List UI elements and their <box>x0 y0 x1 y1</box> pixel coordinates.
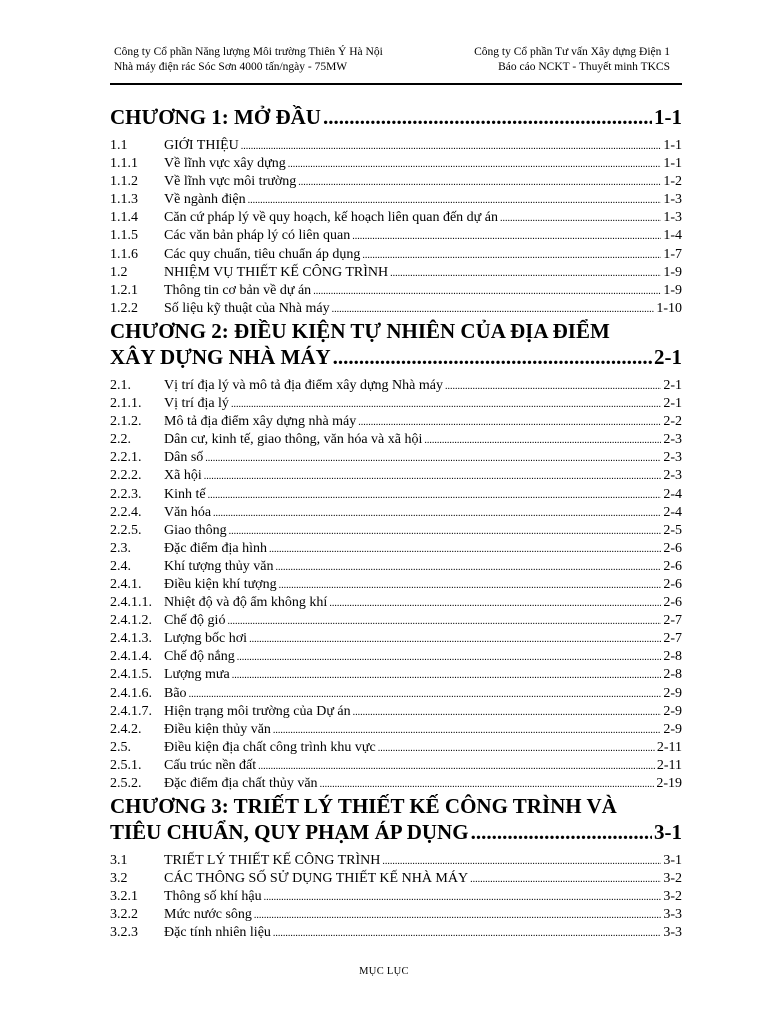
header-left <box>114 45 383 75</box>
dot-leader <box>189 686 662 704</box>
table-of-contents <box>110 104 682 943</box>
toc-entry-number: 2.1.1. <box>110 396 142 412</box>
dot-leader <box>500 210 661 228</box>
toc-entry[interactable] <box>110 906 682 924</box>
toc-entry-title: Các quy chuẩn, tiêu chuẩn áp dụng <box>164 246 361 262</box>
header-company-left: Công ty Cổ phần Năng lượng Môi trường Thiên Ý Hà Nội <box>114 46 383 58</box>
toc-entry-title: NHIỆM VỤ THIẾT KẾ CÔNG TRÌNH <box>164 264 389 280</box>
toc-entry-page-number: 1-1 <box>663 156 682 172</box>
header-right <box>474 45 670 75</box>
toc-entry-number: 2.4. <box>110 558 131 574</box>
chapter-page-number: 3-1 <box>654 820 682 845</box>
toc-entry-page-number: 2-6 <box>663 558 682 574</box>
toc-entry-number: 2.4.1.3. <box>110 631 152 647</box>
chapter-title-line2: TIÊU CHUẨN, QUY PHẠM ÁP DỤNG <box>110 820 469 845</box>
toc-entry[interactable] <box>110 558 682 576</box>
toc-entry-page-number: 2-8 <box>663 667 682 683</box>
toc-entry-title: Thông tin cơ bản về dự án <box>164 282 312 298</box>
chapter-2-heading[interactable] <box>110 318 682 370</box>
toc-entry-number: 1.1.2 <box>110 174 138 190</box>
header-divider <box>110 83 682 85</box>
toc-entry-title: Hiện trạng môi trường của Dự án <box>164 703 351 719</box>
chapter-title-line2-row <box>110 344 682 370</box>
toc-entry[interactable] <box>110 594 682 612</box>
toc-entry-number: 2.4.1. <box>110 576 142 592</box>
toc-entry-page-number: 2-9 <box>663 703 682 719</box>
dot-leader <box>254 907 661 925</box>
toc-entry-page-number: 2-7 <box>663 613 682 629</box>
dot-leader <box>333 344 652 370</box>
toc-entry-number: 2.3. <box>110 540 131 556</box>
toc-entry[interactable] <box>110 377 682 395</box>
toc-entry-title: Lượng mưa <box>164 667 230 683</box>
toc-entry[interactable] <box>110 227 682 245</box>
toc-entry-title: Về lĩnh vực xây dựng <box>164 156 286 172</box>
toc-entry-title: Mô tả địa điểm xây dựng nhà máy <box>164 414 357 430</box>
toc-entry-page-number: 3-1 <box>663 853 682 869</box>
toc-entry-title: TRIẾT LÝ THIẾT KẾ CÔNG TRÌNH <box>164 853 381 869</box>
dot-leader <box>227 613 661 631</box>
toc-entry-number: 1.1.4 <box>110 210 138 226</box>
toc-entry-number: 2.4.1.1. <box>110 595 152 611</box>
toc-entry-page-number: 2-6 <box>663 540 682 556</box>
toc-entry-page-number: 2-11 <box>656 739 682 755</box>
chapter-title-line2-row <box>110 819 682 845</box>
toc-entry-number: 2.1.2. <box>110 414 142 430</box>
toc-entry-title: Điều kiện thủy văn <box>164 721 271 737</box>
chapter-title-line1: CHƯƠNG 3: TRIẾT LÝ THIẾT KẾ CÔNG TRÌNH VÀ <box>110 794 617 819</box>
toc-entry[interactable] <box>110 431 682 449</box>
toc-entry-page-number: 1-9 <box>663 264 682 280</box>
toc-entry-title: Chế độ nắng <box>164 649 235 665</box>
toc-entry[interactable] <box>110 757 682 775</box>
toc-entry-number: 1.1 <box>110 138 128 153</box>
toc-entry[interactable] <box>110 137 682 155</box>
dot-leader <box>352 228 661 246</box>
toc-entry[interactable] <box>110 630 682 648</box>
toc-entry-number: 2.4.1.4. <box>110 649 152 665</box>
toc-entry-page-number: 1-2 <box>663 174 682 190</box>
toc-entry-title: Mức nước sông <box>164 907 252 923</box>
toc-entry-title: Điều kiện khí tượng <box>164 576 277 592</box>
page-footer: MỤC LỤC <box>359 966 409 977</box>
toc-entry-page-number: 2-1 <box>663 377 682 393</box>
toc-entry-page-number: 1-7 <box>663 246 682 262</box>
toc-entry[interactable] <box>110 504 682 522</box>
dot-leader <box>241 138 662 156</box>
toc-entry-page-number: 2-3 <box>663 432 682 448</box>
toc-entry[interactable] <box>110 191 682 209</box>
dot-leader <box>320 776 655 794</box>
toc-entry-number: 2.2.1. <box>110 450 142 466</box>
chapter-1-entries <box>110 137 682 318</box>
toc-entry-page-number: 2-4 <box>663 504 682 520</box>
toc-entry[interactable] <box>110 300 682 318</box>
toc-entry[interactable] <box>110 924 682 942</box>
dot-leader <box>279 577 662 595</box>
header-project-name: Nhà máy điện rác Sóc Sơn 4000 tấn/ngày - 75MW <box>114 61 348 73</box>
dot-leader <box>273 722 661 740</box>
toc-entry-title: Chế độ gió <box>164 613 226 629</box>
toc-entry[interactable] <box>110 612 682 630</box>
toc-entry-number: 2.2.2. <box>110 468 142 484</box>
toc-entry-title: CÁC THÔNG SỐ SỬ DỤNG THIẾT KẾ NHÀ MÁY <box>164 871 469 887</box>
toc-entry-title: Xã hội <box>164 468 202 484</box>
toc-entry-page-number: 2-11 <box>656 757 682 773</box>
toc-entry-title: Khí tượng thủy văn <box>164 558 274 574</box>
toc-entry-number: 3.2.1 <box>110 889 138 905</box>
toc-entry-page-number: 3-3 <box>663 925 682 941</box>
toc-entry-number: 2.4.1.7. <box>110 703 152 719</box>
toc-entry-number: 1.2.2 <box>110 300 138 316</box>
chapter-page-number: 1-1 <box>654 105 682 129</box>
dot-leader <box>264 889 662 907</box>
dot-leader <box>332 301 655 319</box>
toc-entry-title: Căn cứ pháp lý về quy hoạch, kế hoạch liên quan đến dự án <box>164 210 498 226</box>
toc-entry-title: Số liệu kỹ thuật của Nhà máy <box>164 300 330 316</box>
toc-entry-title: Về ngành điện <box>164 192 246 208</box>
toc-entry-number: 3.2 <box>110 871 128 887</box>
toc-entry-number: 1.2 <box>110 264 128 280</box>
dot-leader <box>288 156 662 174</box>
toc-entry-number: 2.4.1.2. <box>110 613 152 629</box>
dot-leader <box>269 541 661 559</box>
toc-entry-page-number: 2-6 <box>663 576 682 592</box>
toc-entry-page-number: 2-4 <box>663 486 682 502</box>
toc-entry[interactable] <box>110 522 682 540</box>
toc-entry[interactable] <box>110 246 682 264</box>
toc-entry-title: GIỚI THIỆU <box>164 138 239 153</box>
toc-entry-title: Đặc điểm địa chất thủy văn <box>164 776 318 791</box>
toc-entry-number: 2.2. <box>110 432 131 448</box>
toc-entry-page-number: 3-2 <box>663 871 682 887</box>
dot-leader <box>353 704 662 722</box>
chapter-3-heading[interactable] <box>110 793 682 845</box>
toc-entry-title: Vị trí địa lý <box>164 396 229 412</box>
toc-entry-number: 1.1.6 <box>110 246 138 262</box>
toc-entry[interactable] <box>110 648 682 666</box>
toc-entry-number: 2.2.3. <box>110 486 142 502</box>
toc-entry[interactable] <box>110 666 682 684</box>
toc-entry-title: Văn hóa <box>164 504 212 520</box>
toc-entry-number: 1.1.3 <box>110 192 138 208</box>
dot-leader <box>205 450 661 468</box>
toc-entry-page-number: 2-2 <box>663 414 682 430</box>
header-report-name: Báo cáo NCKT - Thuyết minh TKCS <box>498 61 670 73</box>
dot-leader <box>424 432 661 450</box>
toc-entry-number: 2.1. <box>110 377 131 393</box>
toc-entry-page-number: 1-1 <box>663 138 682 153</box>
toc-entry[interactable] <box>110 209 682 227</box>
dot-leader <box>273 925 661 943</box>
toc-entry-page-number: 2-3 <box>663 450 682 466</box>
chapter-title-line2: XÂY DỰNG NHÀ MÁY <box>110 344 331 369</box>
dot-leader <box>471 819 652 845</box>
toc-entry[interactable] <box>110 395 682 413</box>
toc-entry-page-number: 1-10 <box>656 300 682 316</box>
toc-entry-page-number: 2-6 <box>663 595 682 611</box>
toc-entry-title: Nhiệt độ và độ ẩm không khí <box>164 595 328 611</box>
chapter-3-entries <box>110 852 682 942</box>
toc-entry[interactable] <box>110 739 682 757</box>
dot-leader <box>231 396 661 414</box>
toc-entry-number: 2.2.4. <box>110 504 142 520</box>
toc-entry[interactable] <box>110 721 682 739</box>
toc-entry-title: Dân cư, kinh tế, giao thông, văn hóa và xã hội <box>164 432 423 448</box>
toc-entry-page-number: 1-3 <box>663 210 682 226</box>
toc-entry-page-number: 3-3 <box>663 907 682 923</box>
toc-entry[interactable] <box>110 685 682 703</box>
dot-leader <box>358 414 661 432</box>
toc-entry-page-number: 2-9 <box>663 685 682 701</box>
toc-entry-number: 2.5.2. <box>110 776 142 791</box>
chapter-page-number: 2-1 <box>654 344 682 369</box>
toc-entry-page-number: 2-8 <box>663 649 682 665</box>
toc-entry-page-number: 2-7 <box>663 631 682 647</box>
chapter-1-heading[interactable] <box>110 104 682 130</box>
toc-entry[interactable] <box>110 576 682 594</box>
chapter-title-line1: CHƯƠNG 2: ĐIỀU KIỆN TỰ NHIÊN CỦA ĐỊA ĐIỂM <box>110 318 610 343</box>
dot-leader <box>298 174 661 192</box>
toc-entry-number: 2.5.1. <box>110 757 142 773</box>
toc-entry-title: Thông số khí hậu <box>164 889 262 905</box>
dot-leader <box>258 758 655 776</box>
toc-entry-number: 3.2.2 <box>110 907 138 923</box>
dot-leader <box>470 871 661 889</box>
toc-entry-title: Điều kiện địa chất công trình khu vực <box>164 739 376 755</box>
toc-entry-title: Các văn bản pháp lý có liên quan <box>164 228 351 244</box>
toc-entry[interactable] <box>110 775 682 793</box>
chapter-2-entries <box>110 377 682 793</box>
toc-entry-title: Dân số <box>164 450 204 466</box>
toc-entry-number: 2.4.1.6. <box>110 685 152 701</box>
toc-entry-page-number: 2-3 <box>663 468 682 484</box>
toc-entry-page-number: 1-9 <box>663 282 682 298</box>
dot-leader <box>362 247 661 265</box>
dot-leader <box>204 468 662 486</box>
toc-entry[interactable] <box>110 486 682 504</box>
toc-entry-number: 1.1.5 <box>110 228 138 244</box>
dot-leader <box>232 667 662 685</box>
dot-leader <box>208 487 662 505</box>
toc-entry-title: Giao thông <box>164 522 227 538</box>
toc-entry[interactable] <box>110 870 682 888</box>
toc-entry-number: 3.2.3 <box>110 925 138 941</box>
toc-entry[interactable] <box>110 264 682 282</box>
toc-entry-number: 3.1 <box>110 853 128 869</box>
toc-entry[interactable] <box>110 155 682 173</box>
toc-entry-number: 2.4.1.5. <box>110 667 152 683</box>
dot-leader <box>248 192 662 210</box>
dot-leader <box>275 559 661 577</box>
toc-entry-page-number: 2-19 <box>656 776 682 791</box>
toc-entry-page-number: 3-2 <box>663 889 682 905</box>
dot-leader <box>229 523 662 541</box>
toc-entry-title: Bão <box>164 685 187 701</box>
dot-leader <box>382 853 661 871</box>
dot-leader <box>249 631 661 649</box>
dot-leader <box>390 265 661 283</box>
chapter-title: CHƯƠNG 1: MỞ ĐẦU <box>110 105 321 129</box>
toc-entry-title: Về lĩnh vực môi trường <box>164 174 297 190</box>
dot-leader <box>237 649 662 667</box>
toc-entry-page-number: 1-4 <box>663 228 682 244</box>
toc-entry[interactable] <box>110 449 682 467</box>
dot-leader <box>329 595 661 613</box>
toc-entry[interactable] <box>110 413 682 431</box>
dot-leader <box>323 104 652 130</box>
dot-leader <box>213 505 661 523</box>
toc-entry-page-number: 2-1 <box>663 396 682 412</box>
toc-entry[interactable] <box>110 282 682 300</box>
dot-leader <box>378 740 655 758</box>
toc-entry-page-number: 2-9 <box>663 721 682 737</box>
toc-entry[interactable] <box>110 703 682 721</box>
header-company-right: Công ty Cổ phần Tư vấn Xây dựng Điện 1 <box>474 46 670 58</box>
toc-entry-title: Vị trí địa lý và mô tả địa điểm xây dựng Nhà máy <box>164 377 443 393</box>
toc-entry[interactable] <box>110 540 682 558</box>
toc-entry[interactable] <box>110 888 682 906</box>
toc-entry-page-number: 1-3 <box>663 192 682 208</box>
toc-entry-number: 2.2.5. <box>110 522 142 538</box>
toc-entry-page-number: 2-5 <box>663 522 682 538</box>
toc-entry[interactable] <box>110 467 682 485</box>
toc-entry-number: 2.4.2. <box>110 721 142 737</box>
toc-entry-title: Đặc tính nhiên liệu <box>164 925 271 941</box>
toc-entry-title: Kinh tế <box>164 486 206 502</box>
toc-entry-title: Cấu trúc nền đất <box>164 757 257 773</box>
toc-entry-title: Đặc điểm địa hình <box>164 540 268 556</box>
toc-entry[interactable] <box>110 173 682 191</box>
dot-leader <box>445 378 661 396</box>
toc-entry-title: Lượng bốc hơi <box>164 631 248 647</box>
dot-leader <box>313 283 661 301</box>
toc-entry[interactable] <box>110 852 682 870</box>
toc-entry-number: 2.5. <box>110 739 131 755</box>
toc-entry-number: 1.2.1 <box>110 282 138 298</box>
toc-entry-number: 1.1.1 <box>110 156 138 172</box>
